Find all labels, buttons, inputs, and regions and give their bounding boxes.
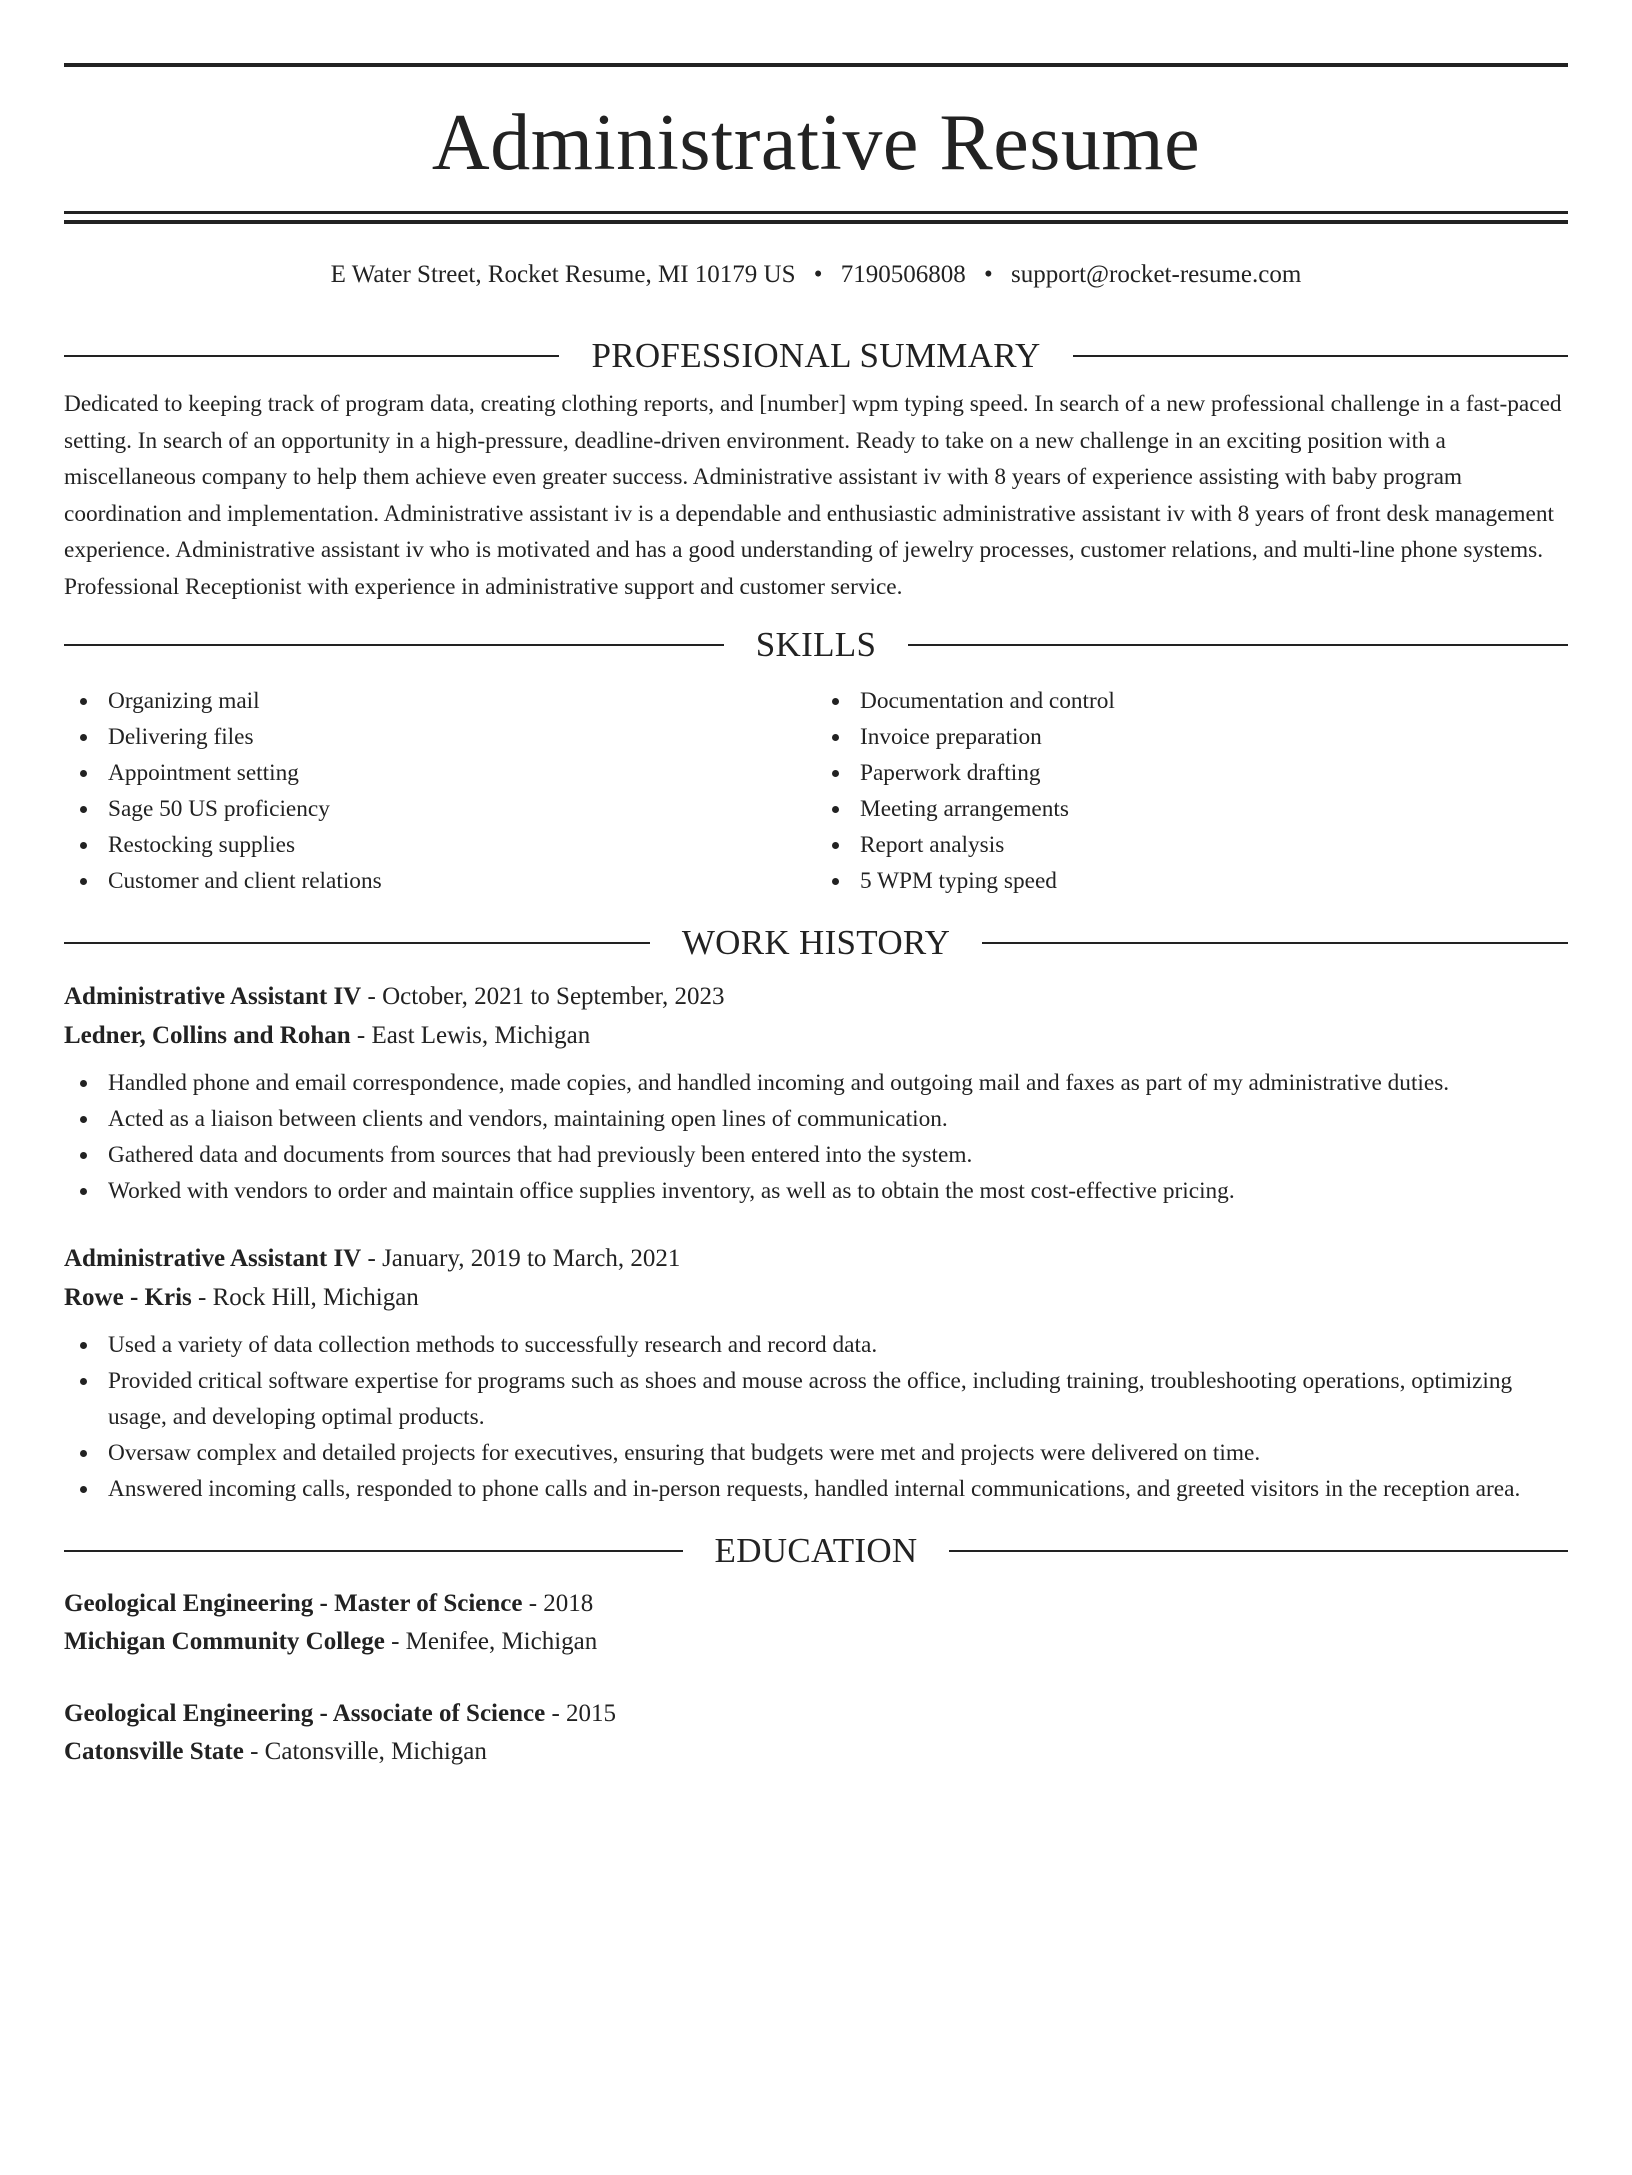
education-school-line xyxy=(64,1623,1568,1661)
education-year: - 2018 xyxy=(522,1590,594,1617)
job-company: Ledner, Collins and Rohan xyxy=(64,1022,351,1049)
section-heading-skills xyxy=(64,625,1568,665)
section-title: PROFESSIONAL SUMMARY xyxy=(591,336,1041,375)
job-location: - Rock Hill, Michigan xyxy=(191,1284,419,1311)
contact-line xyxy=(64,260,1568,290)
job-location: - East Lewis, Michigan xyxy=(350,1022,591,1049)
job-duty: Oversaw complex and detailed projects for executives, ensuring that budgets were met and projects were delivered on time. xyxy=(64,1435,1568,1471)
education-location: - Catonsville, Michigan xyxy=(243,1738,487,1765)
job-entry xyxy=(64,1239,1568,1507)
education-degree-line xyxy=(64,1585,1568,1623)
education-year: - 2015 xyxy=(545,1700,617,1727)
job-company: Rowe - Kris xyxy=(64,1284,192,1311)
education-degree: Geological Engineering - Master of Science xyxy=(64,1590,523,1617)
job-duty: Acted as a liaison between clients and vendors, maintaining open lines of communication. xyxy=(64,1101,1568,1137)
section-title: EDUCATION xyxy=(714,1531,918,1570)
education-entry xyxy=(64,1585,1568,1661)
heading-rule xyxy=(908,644,1568,646)
education-location: - Menifee, Michigan xyxy=(384,1628,598,1655)
resume-page xyxy=(0,63,1632,2175)
heading-rule xyxy=(982,942,1568,944)
document-title: Administrative Resume xyxy=(431,99,1201,187)
job-duty: Provided critical software expertise for programs such as shoes and mouse across the office, including training, troubleshooting operations, optimizing usage, and developing optimal products. xyxy=(64,1363,1568,1435)
education-entry xyxy=(64,1695,1568,1771)
heading-rule xyxy=(64,644,724,646)
top-rule xyxy=(64,63,1568,67)
heading-rule xyxy=(949,1550,1568,1552)
summary-paragraph: Dedicated to keeping track of program data, creating clothing reports, and [number] wpm typing speed. In search of a new professional challenge in a fast-paced setting. In search of an opportunity in a high-pressure, deadline-driven environment. Ready to take on a new challenge in an exciting position with a miscellaneous company to help them achieve even greater success. Administrative assistant iv with 8 years of experience assisting with baby program coordination and implementation. Administrative assistant iv is a dependable and enthusiastic administrative assistant iv with 8 years of front desk management experience. Administrative assistant iv who is motivated and has a good understanding of jewelry processes, customer relations, and multi-line phone systems. Professional Receptionist with experience in administrative support and customer service. xyxy=(64,391,1562,600)
section-title: WORK HISTORY xyxy=(681,923,951,962)
job-title-line xyxy=(64,1239,1568,1278)
job-duty: Handled phone and email correspondence, made copies, and handled incoming and outgoing mail and faxes as part of my administrative duties. xyxy=(64,1065,1568,1101)
job-company-line xyxy=(64,1278,1568,1317)
education-school-line xyxy=(64,1733,1568,1771)
skill-item: 5 WPM typing speed xyxy=(816,863,1568,899)
job-title: Administrative Assistant IV xyxy=(64,983,362,1010)
education-school: Catonsville State xyxy=(64,1738,244,1765)
contact-separator: • xyxy=(984,261,993,288)
education-degree: Geological Engineering - Associate of Science xyxy=(64,1700,546,1727)
heading-rule xyxy=(1073,355,1568,357)
education-school: Michigan Community College xyxy=(64,1628,385,1655)
skill-item: Report analysis xyxy=(816,827,1568,863)
job-duty: Answered incoming calls, responded to phone calls and in-person requests, handled internal communications, and greeted visitors in the reception area. xyxy=(64,1471,1568,1507)
skill-item: Paperwork drafting xyxy=(816,755,1568,791)
heading-rule xyxy=(64,355,559,357)
job-dates: - January, 2019 to March, 2021 xyxy=(361,1245,681,1272)
job-duties xyxy=(64,1065,1568,1209)
heading-rule xyxy=(64,1550,683,1552)
contact-address: E Water Street, Rocket Resume, MI 10179 US xyxy=(330,261,796,288)
skill-item: Meeting arrangements xyxy=(816,791,1568,827)
contact-phone: 7190506808 xyxy=(840,261,966,288)
skill-item: Documentation and control xyxy=(816,683,1568,719)
skill-item: Appointment setting xyxy=(64,755,816,791)
job-duty: Gathered data and documents from sources that had previously been entered into the system. xyxy=(64,1137,1568,1173)
skills-column-left xyxy=(64,683,816,899)
skill-item: Delivering files xyxy=(64,719,816,755)
section-title: SKILLS xyxy=(755,625,877,664)
job-entry xyxy=(64,977,1568,1209)
contact-email: support@rocket-resume.com xyxy=(1011,261,1302,288)
job-title-line xyxy=(64,977,1568,1016)
skill-item: Organizing mail xyxy=(64,683,816,719)
section-heading-education xyxy=(64,1531,1568,1571)
job-duty: Worked with vendors to order and maintain office supplies inventory, as well as to obtain the most cost-effective pricing. xyxy=(64,1173,1568,1209)
job-title: Administrative Assistant IV xyxy=(64,1245,362,1272)
skill-item: Sage 50 US proficiency xyxy=(64,791,816,827)
heading-rule xyxy=(64,942,650,944)
education-degree-line xyxy=(64,1695,1568,1733)
skill-item: Restocking supplies xyxy=(64,827,816,863)
job-dates: - October, 2021 to September, 2023 xyxy=(361,983,725,1010)
job-duty: Used a variety of data collection methods to successfully research and record data. xyxy=(64,1327,1568,1363)
contact-separator: • xyxy=(813,261,823,288)
title-double-rule xyxy=(64,211,1568,224)
skills-list xyxy=(64,683,1568,899)
section-heading-work-history xyxy=(64,923,1568,963)
skills-column-right xyxy=(816,683,1568,899)
skill-item: Customer and client relations xyxy=(64,863,816,899)
section-heading-summary xyxy=(64,336,1568,376)
job-duties xyxy=(64,1327,1568,1507)
job-company-line xyxy=(64,1016,1568,1055)
skill-item: Invoice preparation xyxy=(816,719,1568,755)
